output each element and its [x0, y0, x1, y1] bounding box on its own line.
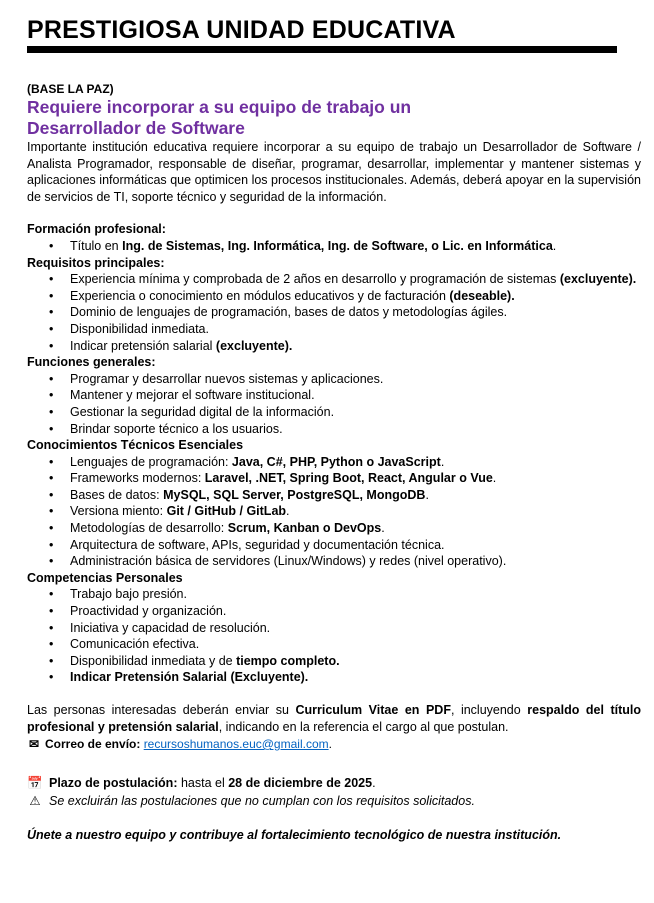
email-link[interactable]: recursoshumanos.euc@gmail.com: [143, 737, 329, 751]
deadline-date: 28 de diciembre de 2025: [228, 776, 373, 790]
list-item: • Iniciativa y capacidad de resolución.: [70, 620, 641, 637]
list-item: • Disponibilidad inmediata y de tiempo completo.: [70, 653, 641, 670]
list-item: • Experiencia o conocimiento en módulos educativos y de facturación (deseable).: [70, 288, 641, 305]
headline-line-1: Requiere incorporar a su equipo de trabajo un: [27, 97, 412, 117]
list-item: • Metodologías de desarrollo: Scrum, Kanban o DevOps.: [70, 520, 641, 537]
envelope-icon: ✉: [28, 737, 40, 751]
competencias-list: [27, 586, 641, 686]
email-label: Correo de envío:: [45, 737, 144, 751]
application-instructions: Las personas interesadas deberán enviar su Curriculum Vitae en PDF, incluyendo respaldo del título profesional y pretensión salarial, indicando en la referencia el cargo al que postulan.: [27, 703, 641, 734]
conocimientos-list: [27, 454, 641, 570]
deadline-label: Plazo de postulación:: [49, 776, 178, 790]
funciones-list: [27, 371, 641, 437]
list-item: • Gestionar la seguridad digital de la información.: [70, 404, 641, 421]
posting-body: [27, 81, 641, 844]
list-item: • Dominio de lenguajes de programación, bases de datos y metodologías ágiles.: [70, 304, 641, 321]
email-line: ✉ Correo de envío: recursoshumanos.euc@gmail.com.: [28, 737, 332, 751]
headline: [27, 97, 641, 139]
requisitos-title: Requisitos principales:: [27, 255, 165, 270]
location-label: (BASE LA PAZ): [27, 82, 114, 96]
calendar-icon: 📅: [27, 776, 43, 790]
list-item: • Trabajo bajo presión.: [70, 586, 641, 603]
list-item: • Brindar soporte técnico a los usuarios.: [70, 421, 641, 438]
list-item: • Administración básica de servidores (Linux/Windows) y redes (nivel operativo).: [70, 553, 641, 570]
list-item: • Versiona miento: Git / GitHub / GitLab.: [70, 503, 641, 520]
list-item: • Lenguajes de programación: Java, C#, PHP, Python o JavaScript.: [70, 454, 641, 471]
intro-paragraph: Importante institución educativa requiere incorporar a su equipo de trabajo un Desarrollador de Software / Analista Programador, responsable de diseñar, programar, desarrollar, implementar y mantener sistemas y aplicaciones informáticas que optimicen los procesos institucionales. Además, deberá apoyar en la supervisión de servicios de TI, soporte técnico y seguridad de la información.: [27, 140, 641, 204]
warning-line: [27, 792, 641, 810]
list-item: • Comunicación efectiva.: [70, 636, 641, 653]
competencias-title: Competencias Personales: [27, 570, 183, 585]
title-underline: [27, 46, 617, 53]
list-item: • Proactividad y organización.: [70, 603, 641, 620]
list-item: • Indicar pretensión salarial (excluyente).: [70, 338, 641, 355]
requisitos-list: [27, 271, 641, 354]
list-item: • Frameworks modernos: Laravel, .NET, Spring Boot, React, Angular o Vue.: [70, 470, 641, 487]
formacion-title: Formación profesional:: [27, 222, 166, 237]
conocimientos-title: Conocimientos Técnicos Esenciales: [27, 438, 244, 453]
list-item: • Título en Ing. de Sistemas, Ing. Informática, Ing. de Software, o Lic. en Informática.: [70, 238, 641, 255]
list-item: • Programar y desarrollar nuevos sistemas y aplicaciones.: [70, 371, 641, 388]
list-item: • Bases de datos: MySQL, SQL Server, PostgreSQL, MongoDB.: [70, 487, 641, 504]
list-item: • Disponibilidad inmediata.: [70, 321, 641, 338]
funciones-title: Funciones generales:: [27, 355, 156, 370]
warning-text: Se excluirán las postulaciones que no cumplan con los requisitos solicitados.: [49, 794, 475, 808]
formacion-list: [27, 238, 641, 255]
list-item: • Mantener y mejorar el software institucional.: [70, 387, 641, 404]
list-item: • Indicar Pretensión Salarial (Excluyente).: [70, 669, 641, 686]
headline-line-2: Desarrollador de Software: [27, 118, 245, 138]
list-item: • Experiencia mínima y comprobada de 2 años en desarrollo y programación de sistemas (excluyente).: [70, 271, 641, 288]
closing-statement: Únete a nuestro equipo y contribuye al fortalecimiento tecnológico de nuestra institución.: [27, 828, 562, 842]
deadline-line: 📅 Plazo de postulación: hasta el 28 de diciembre de 2025.: [27, 776, 376, 790]
list-item: • Arquitectura de software, APIs, seguridad y documentación técnica.: [70, 537, 641, 554]
page-title: PRESTIGIOSA UNIDAD EDUCATIVA: [27, 16, 456, 44]
warning-icon: ⚠: [29, 794, 41, 808]
